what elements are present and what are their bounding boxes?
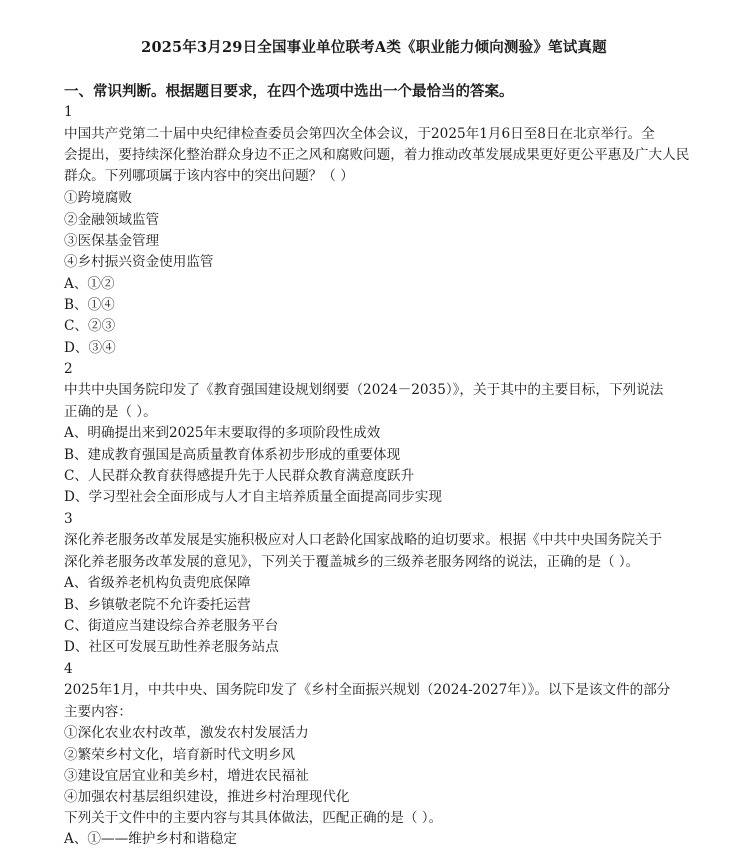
question-number: 4 — [64, 661, 73, 677]
question-item: ④加强农村基层组织建设，推进乡村治理现代化 — [64, 789, 350, 805]
question-stem-line: 主要内容： — [64, 704, 132, 720]
question-stem-line: 群众。下列哪项属于该内容中的突出问题？（ ） — [64, 168, 354, 184]
question-item: ①跨境腐败 — [64, 190, 132, 206]
answer-option: B、建成教育强国是高质量教育体系初步形成的重要体现 — [64, 447, 401, 463]
question-number: 2 — [64, 361, 73, 377]
question-stem-line: 中国共产党第二十届中央纪律检查委员会第四次全体会议，于2025年1月6日至8日在北京举行。全 — [64, 126, 655, 142]
question-item: ②繁荣乡村文化，培育新时代文明乡风 — [64, 747, 296, 763]
question-item: ②金融领域监管 — [64, 212, 160, 228]
answer-option: D、③④ — [64, 340, 116, 356]
question-item: ④乡村振兴资金使用监管 — [64, 254, 214, 270]
question-stem-line: 中共中央国务院印发了《教育强国建设规划纲要（2024－2035）》，关于其中的主要目标，下列说法 — [64, 382, 664, 398]
question-stem-line: 2025年1月，中共中央、国务院印发了《乡村全面振兴规划（2024-2027年）》。以下是该文件的部分 — [64, 682, 671, 698]
answer-option: A、明确提出来到2025年末要取得的多项阶段性成效 — [64, 425, 381, 441]
question-item: ①深化农业农村改革，激发农村发展活力 — [64, 725, 309, 741]
answer-option: B、乡镇敬老院不允许委托运营 — [64, 597, 251, 613]
question-item: ③建设宜居宜业和美乡村，增进农民福祉 — [64, 768, 309, 784]
question-number: 1 — [64, 104, 73, 120]
section-heading: 一、常识判断。根据题目要求，在四个选项中选出一个最恰当的答案。 — [64, 83, 514, 100]
question-number: 3 — [64, 511, 73, 527]
answer-option: C、街道应当建设综合养老服务平台 — [64, 618, 279, 634]
answer-option: D、学习型社会全面形成与人才自主培养质量全面提高同步实现 — [64, 489, 442, 505]
answer-option: D、社区可发展互助性养老服务站点 — [64, 639, 279, 655]
answer-option: A、①② — [64, 276, 115, 292]
question-stem-line: 会提出，要持续深化整治群众身边不正之风和腐败问题，着力推动改革发展成果更好更公平惠及广大人民 — [64, 147, 690, 163]
question-stem-line: 深化养老服务改革发展的意见》，下列关于覆盖城乡的三级养老服务网络的说法，正确的是（ ）。 — [64, 554, 640, 570]
answer-option: C、人民群众教育获得感提升先于人民群众教育满意度跃升 — [64, 468, 415, 484]
answer-option: A、①——维护乡村和谐稳定 — [64, 831, 237, 847]
question-item: ③医保基金管理 — [64, 233, 160, 249]
answer-option: C、②③ — [64, 318, 116, 334]
answer-option: B、①④ — [64, 297, 115, 313]
question-tail: 下列关于文件中的主要内容与其具体做法，匹配正确的是（ ）。 — [64, 810, 443, 826]
question-stem-line: 深化养老服务改革发展是实施积极应对人口老龄化国家战略的迫切要求。根据《中共中央国务院关于 — [64, 532, 663, 548]
answer-option: A、省级养老机构负责兜底保障 — [64, 575, 251, 591]
question-stem-line: 正确的是（ ）。 — [64, 404, 157, 420]
page-title: 2025年3月29日全国事业单位联考A类《职业能力倾向测验》笔试真题 — [141, 39, 607, 56]
